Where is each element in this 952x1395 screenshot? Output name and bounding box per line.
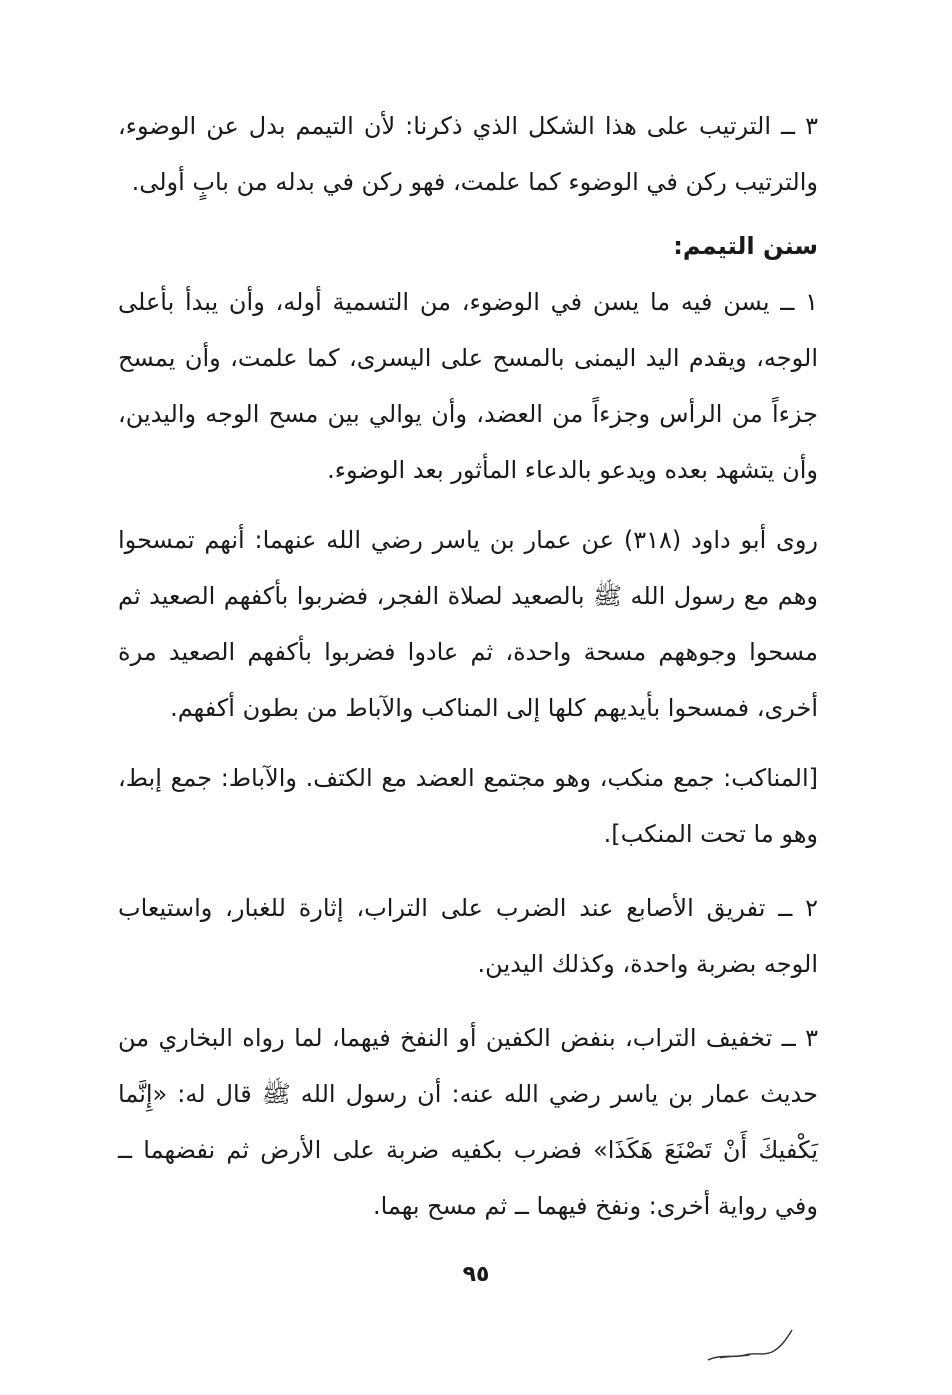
- paragraph-sunnah-1: ١ ــ يسن فيه ما يسن في الوضوء، من التسمية أوله، وأن يبدأ بأعلى الوجه، ويقدم اليد اليمنى بالمسح على اليسرى، كما علمت، وأن يمسح جزءاً من الرأس وجزءاً من العضد، وأن يوالي بين مسح الوجه واليدين، وأن يتشهد بعده ويدعو بالدعاء المأثور بعد الوضوء.: [118, 288, 818, 484]
- paragraph-hadith-abu-dawud: روى أبو داود (٣١٨) عن عمار بن ياسر رضي الله عنهما: أنهم تمسحوا وهم مع رسول الله ﷺ بالصعيد لصلاة الفجر، فضربوا بأكفهم الصعيد ثم مسحوا وجوههم مسحة واحدة، ثم عادوا فضربوا بأكفهم الصعيد مرة أخرى، فمسحوا بأيديهم كلها إلى المناكب والآباط من بطون أكفهم.: [118, 526, 819, 722]
- paragraph-tartib: ٣ ــ الترتيب على هذا الشكل الذي ذكرنا: لأن التيمم بدل عن الوضوء، والترتيب ركن في الوضوء كما علمت، فهو ركن في بدله من بابٍ أولى.: [118, 112, 818, 196]
- page-number: ٩٥: [462, 1262, 490, 1287]
- paragraph-definitions-note: [المناكب: جمع منكب، وهو مجتمع العضد مع الكتف. والآباط: جمع إبط، وهو ما تحت المنكب].: [118, 764, 818, 848]
- handwritten-mark: [700, 1322, 800, 1372]
- paragraph-sunnah-3: ٣ ــ تخفيف التراب، بنفض الكفين أو النفخ فيهما، لما رواه البخاري من حديث عمار بن ياسر رضي الله عنه: أن رسول الله ﷺ قال له: «إِنَّما يَكْفيكَ أَنْ تَصْنَعَ هَكَذَا» فضرب بكفيه ضربة على الأرض ثم نفضهما ــ وفي رواية أخرى: ونفخ فيهما ــ ثم مسح بهما.: [118, 1024, 818, 1220]
- section-heading-sunan-tayammum: سنن التيمم:: [673, 232, 818, 260]
- page-body: [118, 98, 818, 1234]
- paragraph-sunnah-2: ٢ ــ تفريق الأصابع عند الضرب على التراب، إثارة للغبار، واستيعاب الوجه بضربة واحدة، وكذلك اليدين.: [118, 894, 818, 978]
